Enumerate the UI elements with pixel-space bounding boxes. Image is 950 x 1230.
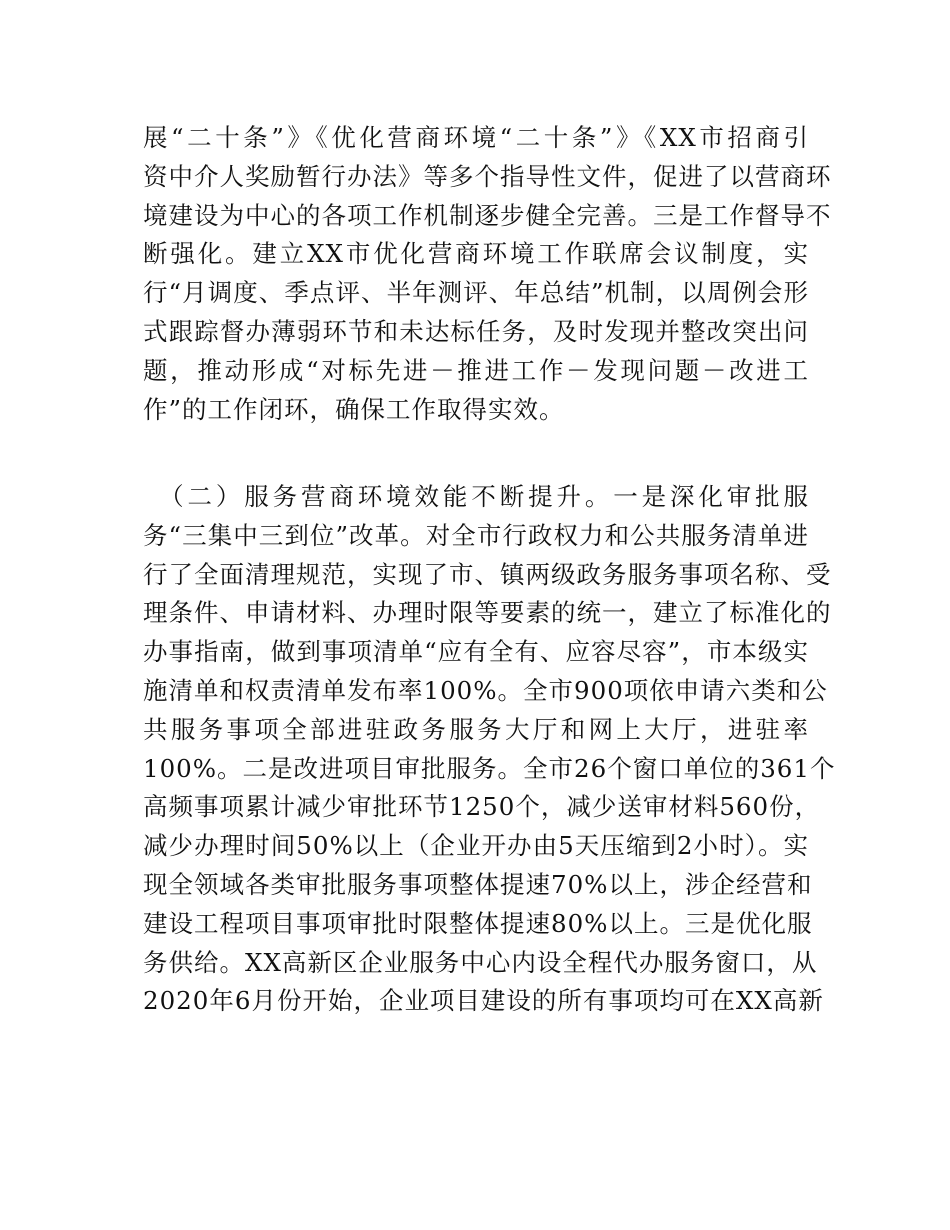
text-line: 100%。二是改进项目审批服务。全市26个窗口单位的361个 <box>143 753 836 783</box>
text-line: 建设工程项目事项审批时限整体提速80%以上。三是优化服 <box>143 908 813 938</box>
text-line: 现全领域各类审批服务事项整体提速70%以上，涉企经营和 <box>143 869 813 899</box>
text-line: 务“三集中三到位”改革。对全市行政权力和公共服务清单进 <box>143 520 809 550</box>
text-line: 题，推动形成“对标先进－推进工作－发现问题－改进工 <box>143 355 809 385</box>
text-line: 务供给。XX高新区企业服务中心内设全程代办服务窗口，从 <box>143 947 818 977</box>
text-line: 行“月调度、季点评、半年测评、年总结”机制，以周例会形 <box>143 278 809 308</box>
text-line: 理条件、申请材料、办理时限等要素的统一，建立了标准化的 <box>143 598 832 628</box>
text-line: 境建设为中心的各项工作机制逐步健全完善。三是工作督导不 <box>143 200 832 230</box>
text-line: 展“二十条”》《优化营商环境“二十条”》《XX市招商引 <box>143 123 809 152</box>
text-line: 资中介人奖励暂行办法》等多个指导性文件，促进了以营商环 <box>143 161 832 191</box>
text-line: 2020年6月份开始，企业项目建设的所有事项均可在XX高新 <box>143 986 824 1016</box>
text-line: 式跟踪督办薄弱环节和未达标任务，及时发现并整改突出问 <box>143 316 809 346</box>
text-line: 作”的工作闭环，确保工作取得实效。 <box>143 394 565 424</box>
text-line: 施清单和权责清单发布率100%。全市900项依申请六类和公 <box>143 675 828 705</box>
paragraph-2 <box>143 478 836 1021</box>
text-line: （二）服务营商环境效能不断提升。一是深化审批服 <box>143 482 809 511</box>
text-line: 减少办理时间50%以上（企业开办由5天压缩到2小时）。实 <box>143 831 809 861</box>
paragraph-1 <box>143 119 832 429</box>
text-line: 行了全面清理规范，实现了市、镇两级政务服务事项名称、受 <box>143 559 832 589</box>
text-line: 高频事项累计减少审批环节1250个，减少送审材料560份， <box>143 792 821 822</box>
text-line: 断强化。建立XX市优化营商环境工作联席会议制度，实 <box>143 239 809 269</box>
text-line: 共服务事项全部进驻政务服务大厅和网上大厅，进驻率 <box>143 714 809 744</box>
text-line: 办事指南，做到事项清单“应有全有、应容尽容”，市本级实 <box>143 637 809 667</box>
